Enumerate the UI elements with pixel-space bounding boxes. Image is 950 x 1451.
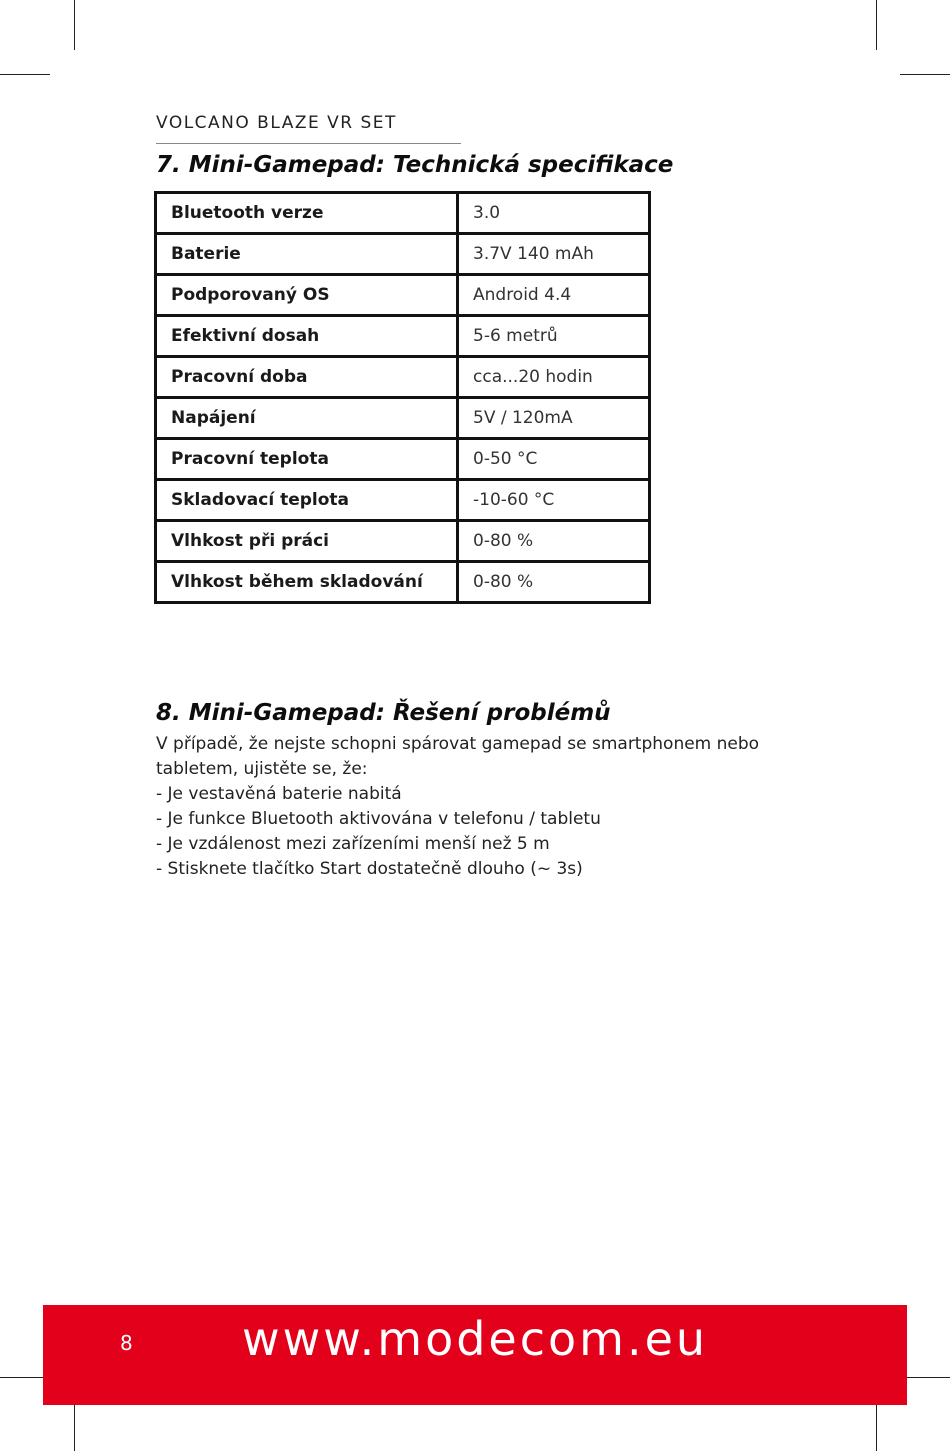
table-row <box>156 398 650 439</box>
troubleshooting-intro: V případě, že nejste schopni spárovat gamepad se smartphonem nebo tabletem, ujistěte se, že: <box>156 734 760 779</box>
spec-value: 0-80 % <box>458 521 650 562</box>
spec-key: Podporovaný OS <box>156 275 458 316</box>
spec-value: Android 4.4 <box>458 275 650 316</box>
troubleshooting-text <box>156 732 796 882</box>
list-item: - Stisknete tlačítko Start dostatečně dlouho (~ 3s) <box>156 859 583 879</box>
table-row <box>156 521 650 562</box>
table-row <box>156 439 650 480</box>
spec-value: cca...20 hodin <box>458 357 650 398</box>
list-item: - Je funkce Bluetooth aktivována v telefonu / tabletu <box>156 809 601 829</box>
section-title-troubleshooting: 8. Mini-Gamepad: Řešení problémů <box>156 700 611 726</box>
table-row <box>156 234 650 275</box>
crop-mark <box>876 0 877 50</box>
table-row <box>156 562 650 603</box>
spec-value: 5-6 metrů <box>458 316 650 357</box>
crop-mark <box>0 74 50 75</box>
list-item: - Je vzdálenost mezi zařízeními menší než 5 m <box>156 834 550 854</box>
spec-key: Pracovní teplota <box>156 439 458 480</box>
list-item: - Je vestavěná baterie nabitá <box>156 784 402 804</box>
spec-key: Efektivní dosah <box>156 316 458 357</box>
spec-key: Skladovací teplota <box>156 480 458 521</box>
spec-value: -10-60 °C <box>458 480 650 521</box>
spec-value: 3.0 <box>458 193 650 234</box>
section-title-specs: 7. Mini-Gamepad: Technická specifikace <box>156 152 674 178</box>
spec-value: 5V / 120mA <box>458 398 650 439</box>
table-row <box>156 275 650 316</box>
spec-key: Bluetooth verze <box>156 193 458 234</box>
crop-mark <box>900 1377 950 1378</box>
header-divider <box>156 143 461 144</box>
crop-mark <box>900 74 950 75</box>
crop-mark <box>74 0 75 50</box>
crop-mark <box>876 1401 877 1451</box>
spec-table <box>154 191 651 604</box>
document-header: VOLCANO BLAZE VR SET <box>156 113 397 133</box>
table-row <box>156 316 650 357</box>
spec-value: 3.7V 140 mAh <box>458 234 650 275</box>
page-number: 8 <box>120 1331 133 1355</box>
spec-key: Vlhkost během skladování <box>156 562 458 603</box>
table-row <box>156 480 650 521</box>
troubleshooting-list <box>156 782 796 882</box>
spec-key: Vlhkost při práci <box>156 521 458 562</box>
spec-key: Baterie <box>156 234 458 275</box>
spec-value: 0-50 °C <box>458 439 650 480</box>
table-row <box>156 193 650 234</box>
spec-key: Napájení <box>156 398 458 439</box>
spec-key: Pracovní doba <box>156 357 458 398</box>
table-row <box>156 357 650 398</box>
spec-value: 0-80 % <box>458 562 650 603</box>
footer-url: www.modecom.eu <box>242 1312 709 1366</box>
crop-mark <box>74 1401 75 1451</box>
